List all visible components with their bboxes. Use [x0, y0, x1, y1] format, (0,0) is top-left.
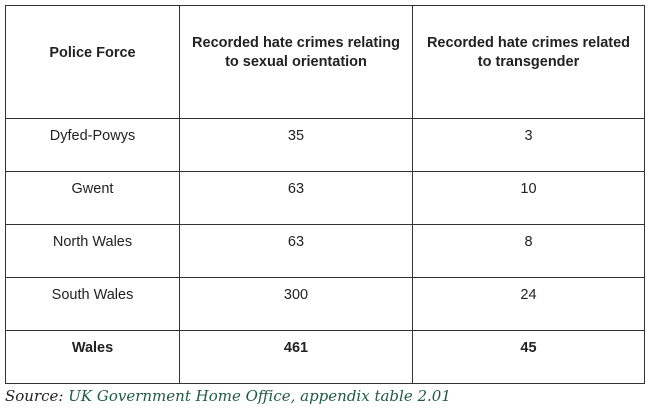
table-row: [6, 278, 645, 331]
cell-sexual-orientation: 300: [180, 278, 413, 331]
cell-force: Dyfed-Powys: [6, 119, 180, 172]
cell-transgender: 10: [413, 172, 645, 225]
cell-sexual-orientation: 63: [180, 172, 413, 225]
total-transgender: 45: [413, 331, 645, 384]
header-sexual-orientation: Recorded hate crimes relating to sexual orientation: [180, 6, 413, 119]
cell-force: South Wales: [6, 278, 180, 331]
source-caption: [5, 386, 451, 406]
source-link[interactable]: UK Government Home Office, appendix table 2.01: [68, 387, 451, 405]
total-force: Wales: [6, 331, 180, 384]
cell-transgender: 24: [413, 278, 645, 331]
table-row: [6, 119, 645, 172]
cell-sexual-orientation: 35: [180, 119, 413, 172]
hate-crimes-table-container: [5, 5, 645, 384]
source-label: Source:: [5, 387, 69, 405]
cell-transgender: 3: [413, 119, 645, 172]
cell-transgender: 8: [413, 225, 645, 278]
table-row: [6, 225, 645, 278]
total-sexual-orientation: 461: [180, 331, 413, 384]
cell-force: Gwent: [6, 172, 180, 225]
cell-force: North Wales: [6, 225, 180, 278]
table-header-row: [6, 6, 645, 119]
hate-crimes-table: [5, 5, 645, 384]
header-police-force: Police Force: [6, 6, 180, 119]
table-total-row: [6, 331, 645, 384]
table-row: [6, 172, 645, 225]
cell-sexual-orientation: 63: [180, 225, 413, 278]
header-transgender: Recorded hate crimes related to transgender: [413, 6, 645, 119]
